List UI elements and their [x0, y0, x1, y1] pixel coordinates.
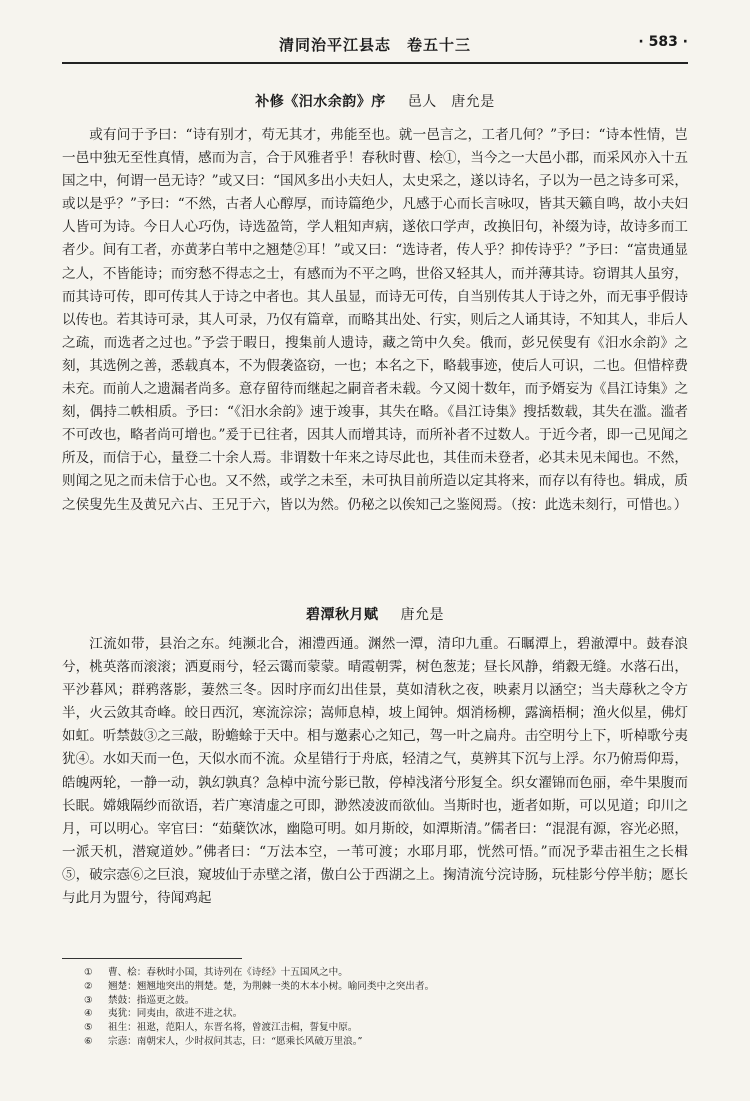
footnote-number: ③	[84, 994, 93, 1006]
footnotes-list	[84, 966, 684, 1049]
footnote-text: 曹、桧：春秋时小国，其诗列在《诗经》十五国风之中。	[108, 967, 348, 978]
footnote-item	[84, 1021, 684, 1035]
footnote-text: 翘楚：翘翘地突出的荆楚。楚，为荆棘一类的木本小树。喻同类中之突出者。	[108, 980, 435, 992]
preface-title: 补修《汨水余韵》序	[255, 94, 386, 110]
running-header	[62, 22, 688, 64]
section-title-fu	[62, 604, 688, 624]
header-title: 清同治平江县志 卷五十三	[278, 36, 471, 54]
fu-title: 碧潭秋月赋	[306, 607, 379, 623]
footnote-divider	[62, 958, 242, 959]
preface-author: 邑人 唐允是	[407, 94, 495, 110]
footnote-number: ⑥	[84, 1035, 93, 1047]
footnote-number: ④	[84, 1008, 93, 1020]
fu-body: 江流如带，县治之东。纯濒北合，湘澧西通。渊然一潭，清印九重。石瞩潭上，碧澈潭中。鼓春浪兮，桃英落而滚滚；洒夏雨兮，轻云霭而蒙蒙。晴霞朝霁，树色葱茏；昼长风静，绡縠无缝。水落石出，平沙暮风；群鸦落影，萋然三冬。因时序而幻出佳景，莫如清秋之夜，映素月以涵空；当夫蓐秋之令方半，火云敛其奇峰。皎日西沉，寒流淙淙；嵩师息棹，坡上闻钟。烟消杨柳，露滴梧桐；渔火似星，佛灯如虹。听禁鼓③之三敲，盼蟾蜍于天中。相与邀素心之知己，驾一叶之扁舟。击空明兮上下，听棹歌兮夷犹④。水如天而一色，天似水而不流。众星错行于舟底，轻清之气，莫辨其下沉与上浮。尔乃俯焉仰焉，皓魄两轮，一静一动，孰幻孰真？急棹中流兮影已散，停棹浅渚兮形复全。织女濯锦而色丽，牵牛果腹而长眠。嫦娥隔纱而欲语，若广寒清虚之可即，渺然凌波而欲仙。当斯时也，逝者如斯，可以见道；印川之月，可以明心。宰官曰：“茹蘖饮冰，幽隐可明。如月斯皎，如潭斯清。”儒者曰：“混混有源，容光必照，一派天机，潜窥道妙。”佛者曰：“万法本空，一苇可渡；水耶月耶，恍然可悟。”而况予辈击祖生之长楫⑤，破宗悫⑥之巨浪，窥坡仙于赤壁之渚，傲白公于西湖之上。掬清流兮浣诗肠，玩桂影兮停半舫；愿长与此月为盟兮，待闻鸡起	[62, 636, 688, 907]
footnote-text: 禁鼓：指巡更之鼓。	[108, 994, 195, 1006]
section-title-preface	[62, 91, 688, 111]
footnote-number: ①	[84, 967, 93, 978]
footnote-text: 宗悫：南朝宋人，少时叔问其志，曰：“愿乘长风破万里浪。”	[108, 1035, 363, 1047]
footnote-text: 祖生：祖逖，范阳人，东晋名将，曾渡江击楫，誓复中原。	[108, 1022, 358, 1034]
footnote-text: 夷犹：同夷由，欲进不进之状。	[108, 1008, 243, 1020]
footnote-number: ②	[84, 980, 93, 992]
footnote-item	[84, 980, 684, 994]
footnote-item	[84, 966, 684, 980]
fu-author: 唐允是	[400, 607, 444, 623]
preface-body: 或有问于予曰：“诗有别才，苟无其才，弗能至也。就一邑言之，工者几何？”予曰：“诗本性情，岂一邑中独无至性真情，感而为言，合于风雅者乎！春秋时曹、桧①，当今之一大邑小郡，而采风亦入十五国之中，何谓一邑无诗？”或又曰：“国风多出小夫妇人，太史采之，遂以诗名，子以为一邑之诗多可采，或以是乎？”予曰：“不然，古者人心醇厚，而诗篇绝少，凡感于心而长言咏叹，皆其天籁自鸣，故小夫妇人皆可为诗。今日人心巧伪，诗选盈笥，学人粗知声病，遂依口学声，改换旧句，补缀为诗，故诗多而工者少。间有工者，亦黄茅白苇中之翘楚②耳！”或又曰：“选诗者，传人乎？抑传诗乎？”予曰：“富贵通显之人，不皆能诗；而穷愁不得志之士，有感而为不平之鸣，世俗又轻其人，而并薄其诗。窃谓其人虽穷，而其诗可传，即可传其人于诗之中者也。其人虽显，而诗无可传，自当别传其人于诗之外，而无事乎假诗以传也。若其诗可录，其人可录，乃仅有篇章，而略其出处、行实，则后之人诵其诗，不知其人，非后人之疏，而选者之过也。”予尝于暇日，搜集前人遗诗，藏之笥中久矣。俄而，彭兄侯叟有《汨水余韵》之刻，其选例之善，悉载真本，不为假袭盗窃，一也；本名之下，略载事迹，使后人可识，二也。但惜梓费未充。而前人之遗漏者尚多。意存留待而继起之嗣音者未载。今又阅十数年，而予婿妄为《昌江诗集》之刻，偶持二帙相质。予曰：“《汨水余韵》速于竣事，其失在略。《昌江诗集》搜括数载，其失在滥。滥者不可改也，略者尚可增也。”爰于已往者，因其人而增其诗，而所补者不过数人。于近今者，即一己见闻之所及，而信于心，量登二十余人焉。非谓数十年来之诗尽此也，其佳而未登者，必其未见未闻也。不然，则闻之见之而未信于心也。又不然，或学之未至，未可执目前所造以定其将来，而存以有待也。辑成，质之侯叟先生及黄兄六占、王兄于六，皆以为然。仍秘之以俟知己之鉴阅焉。（按：此选未刻行，可惜也。）	[62, 127, 688, 513]
footnote-number: ⑤	[84, 1022, 93, 1034]
page-number: · 583 ·	[638, 34, 688, 50]
footnote-item	[84, 1035, 684, 1049]
footnote-item	[84, 994, 684, 1008]
footnote-item	[84, 1007, 684, 1021]
